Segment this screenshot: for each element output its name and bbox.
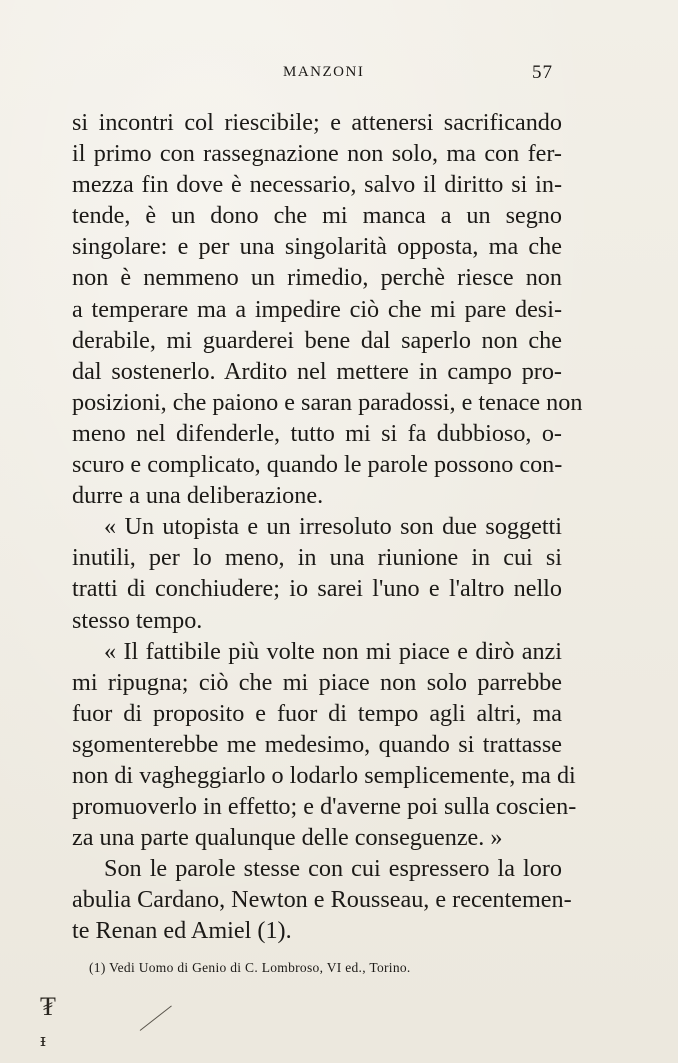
text-line: singolare: e per una singolarità opposta, ma che — [72, 233, 562, 261]
text-line: stesso tempo. — [72, 606, 203, 634]
margin-mark: ᵻ — [40, 1030, 46, 1051]
text-line: mezza fin dove è necessario, salvo il diritto si in- — [72, 171, 562, 199]
text-line: il primo con rassegnazione non solo, ma con fer- — [72, 140, 562, 168]
text-line: inutili, per lo meno, in una riunione in cui si — [72, 544, 562, 572]
running-title: MANZONI — [283, 64, 365, 80]
text-line: sgomenterebbe me medesimo, quando si trattasse — [72, 730, 562, 758]
text-line: « Il fattibile più volte non mi piace e dirò anzi — [104, 637, 562, 665]
text-line: meno nel difenderle, tutto mi si fa dubbioso, o- — [72, 419, 562, 447]
text-line: tratti di conchiudere; io sarei l'uno e l'altro nello — [72, 575, 562, 603]
text-line: scuro e complicato, quando le parole possono con- — [72, 451, 563, 479]
footnote: (1) Vedi Uomo di Genio di C. Lombroso, VI ed., Torino. — [89, 960, 411, 975]
text-line: non di vagheggiarlo o lodarlo semplicemente, ma di — [72, 761, 576, 789]
page-header — [0, 64, 678, 88]
body-text — [72, 107, 583, 947]
pen-stroke — [140, 1005, 172, 1030]
text-line: si incontri col riescibile; e attenersi sacrificando — [72, 109, 562, 136]
text-line: za una parte qualunque delle conseguenze. » — [72, 824, 503, 852]
text-line: promuoverlo in effetto; e d'averne poi sulla coscien- — [72, 793, 577, 821]
text-line: abulia Cardano, Newton e Rousseau, e recentemen- — [72, 886, 572, 914]
text-line: posizioni, che paiono e saran paradossi, e tenace non — [72, 388, 583, 416]
text-line: « Un utopista e un irresoluto son due soggetti — [104, 513, 562, 541]
text-line: tende, è un dono che mi manca a un segno — [72, 202, 562, 230]
text-line: derabile, mi guarderei bene dal saperlo non che — [72, 326, 562, 354]
text-line: a temperare ma a impedire ciò che mi pare desi- — [72, 295, 562, 323]
text-line: durre a una deliberazione. — [72, 482, 324, 510]
text-line: non è nemmeno un rimedio, perchè riesce non — [72, 264, 562, 292]
text-line: mi ripugna; ciò che mi piace non solo parrebbe — [72, 668, 562, 696]
margin-mark: ₮ — [40, 992, 56, 1022]
text-line: dal sostenerlo. Ardito nel mettere in campo pro- — [72, 357, 562, 385]
page-number: 57 — [532, 62, 553, 83]
text-line: fuor di proposito e fuor di tempo agli altri, ma — [72, 699, 562, 727]
text-line: Son le parole stesse con cui espressero la loro — [104, 855, 562, 883]
text-line: te Renan ed Amiel (1). — [72, 917, 292, 945]
